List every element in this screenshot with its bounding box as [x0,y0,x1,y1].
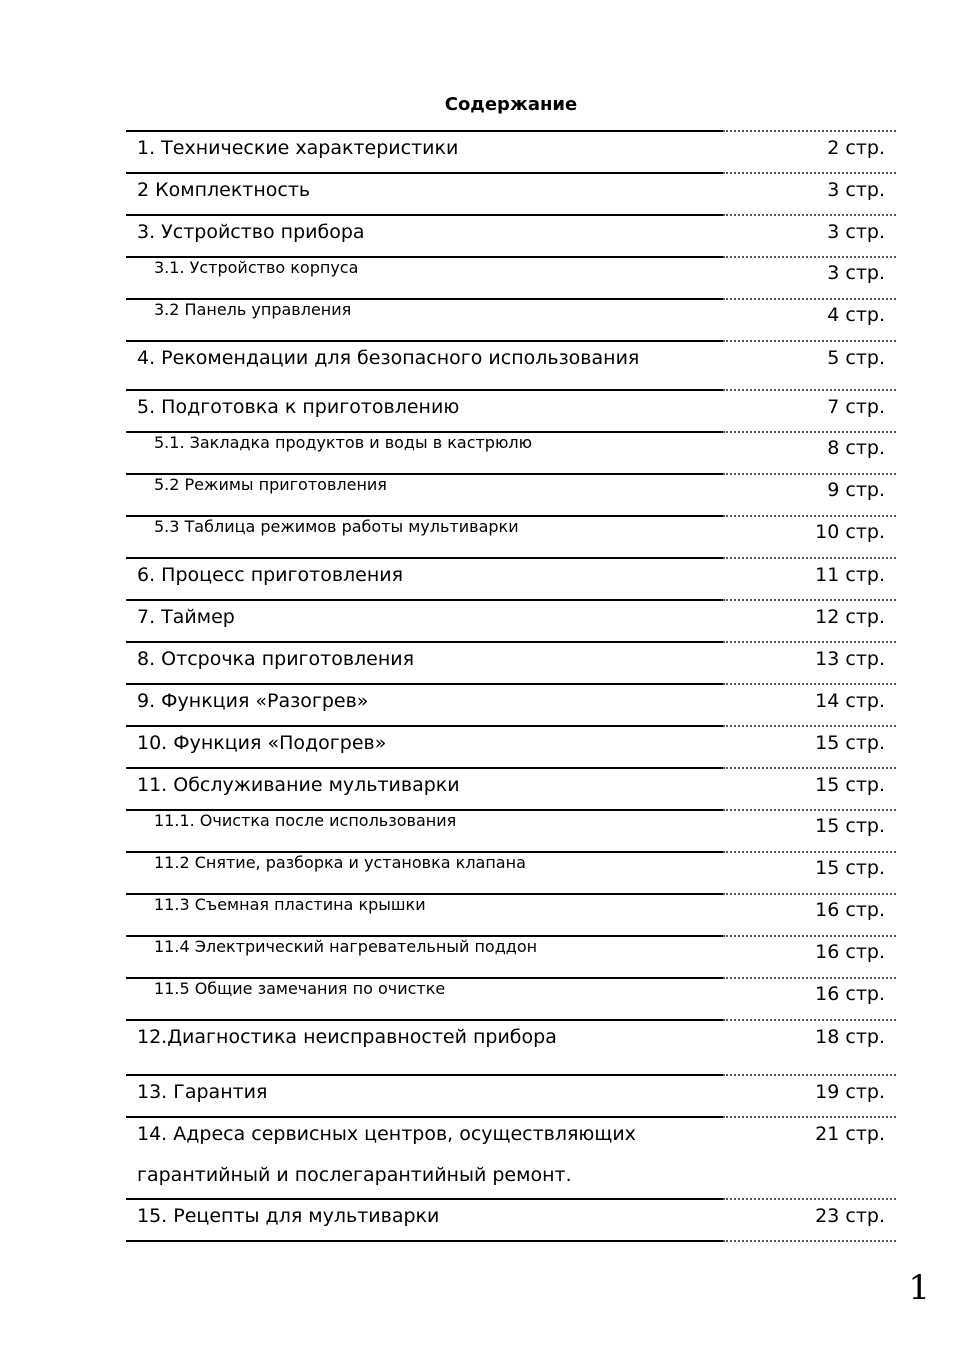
toc-entry[interactable] [126,725,896,767]
toc-entry-page: 12 стр. [815,606,885,628]
toc-entry[interactable] [126,214,896,256]
toc-entry-label: 1. Технические характеристики [137,137,459,159]
toc-entry-label: 7. Таймер [137,606,235,628]
toc-subentry[interactable] [126,809,896,851]
toc-entry-page: 8 стр. [827,437,885,459]
toc-subentry[interactable] [126,431,896,473]
toc-entry-label: 11.5 Общие замечания по очистке [154,979,446,998]
toc-entry-label: 2 Комплектность [137,179,311,201]
toc-entry-page: 3 стр. [827,262,885,284]
toc-subentry[interactable] [126,977,896,1019]
toc-entry-page: 7 стр. [827,396,885,418]
toc-subentry[interactable] [126,935,896,977]
toc-subentry[interactable] [126,851,896,893]
toc-entry-label-continued: гарантийный и послегарантийный ремонт. [137,1164,572,1186]
toc-subentry[interactable] [126,515,896,557]
toc-entry[interactable] [126,1074,896,1116]
toc-entry[interactable] [126,130,896,172]
toc-entry-page: 21 стр. [815,1123,885,1145]
toc-entry-label: 3.2 Панель управления [154,300,352,319]
toc-subentry[interactable] [126,893,896,935]
toc-entry-label: 11.3 Съемная пластина крышки [154,895,426,914]
toc-entry-page: 16 стр. [815,941,885,963]
toc-entry-page: 5 стр. [827,347,885,369]
toc-entry-page: 3 стр. [827,221,885,243]
toc-entry[interactable] [126,389,896,431]
toc-entry-label: 3. Устройство прибора [137,221,365,243]
toc-entry-page: 11 стр. [815,564,885,586]
toc-entry-label: 14. Адреса сервисных центров, осуществляющих [137,1123,636,1145]
toc-entry-page: 16 стр. [815,983,885,1005]
toc-entry-label: 10. Функция «Подогрев» [137,732,387,754]
toc-entry-page: 4 стр. [827,304,885,326]
toc-entry-page: 2 стр. [827,137,885,159]
toc-entry-page: 14 стр. [815,690,885,712]
toc-entry-page: 23 стр. [815,1205,885,1227]
toc-entry-label: 15. Рецепты для мультиварки [137,1205,440,1227]
toc-entry[interactable] [126,599,896,641]
toc-entry-page: 19 стр. [815,1081,885,1103]
toc-entry[interactable] [126,172,896,214]
toc-entry-label: 6. Процесс приготовления [137,564,404,586]
toc-subentry[interactable] [126,256,896,298]
toc-entry-label: 11. Обслуживание мультиварки [137,774,460,796]
toc-entry-label: 13. Гарантия [137,1081,268,1103]
toc-entry-page: 9 стр. [827,479,885,501]
toc-entry-label: 5. Подготовка к приготовлению [137,396,460,418]
toc-entry-page: 3 стр. [827,179,885,201]
toc-entry-label: 5.3 Таблица режимов работы мультиварки [154,517,519,536]
toc-entry[interactable] [126,1116,896,1198]
toc-entry[interactable] [126,1198,896,1240]
toc-subentry[interactable] [126,473,896,515]
page-title: Содержание [444,94,578,115]
toc-entry-label: 11.2 Снятие, разборка и установка клапана [154,853,526,872]
toc-entry-label: 3.1. Устройство корпуса [154,258,359,277]
toc-entry-page: 15 стр. [815,732,885,754]
toc-entry[interactable] [126,767,896,809]
toc-entry-page: 15 стр. [815,857,885,879]
toc-entry-page: 13 стр. [815,648,885,670]
toc-entry-label: 12.Диагностика неисправностей прибора [137,1026,557,1048]
toc-entry[interactable] [126,683,896,725]
toc-entry[interactable] [126,340,896,389]
toc-subentry[interactable] [126,298,896,340]
toc-entry-page: 15 стр. [815,815,885,837]
toc-entry-label: 4. Рекомендации для безопасного использования [137,347,640,369]
toc-entry-label: 8. Отсрочка приготовления [137,648,415,670]
toc-entry-label: 11.4 Электрический нагревательный поддон [154,937,538,956]
toc-entry-page: 18 стр. [815,1026,885,1048]
toc-entry-page: 10 стр. [815,521,885,543]
toc-entry-page: 16 стр. [815,899,885,921]
toc-entry[interactable] [126,1019,896,1074]
toc-entry-label: 5.1. Закладка продуктов и воды в кастрюлю [154,433,533,452]
toc-entry-page: 15 стр. [815,774,885,796]
toc-entry[interactable] [126,557,896,599]
toc-entry-label: 5.2 Режимы приготовления [154,475,387,494]
page-number: 1 [908,1268,930,1308]
toc-entry-label: 9. Функция «Разогрев» [137,690,369,712]
toc-entry[interactable] [126,641,896,683]
toc-entry-label: 11.1. Очистка после использования [154,811,457,830]
